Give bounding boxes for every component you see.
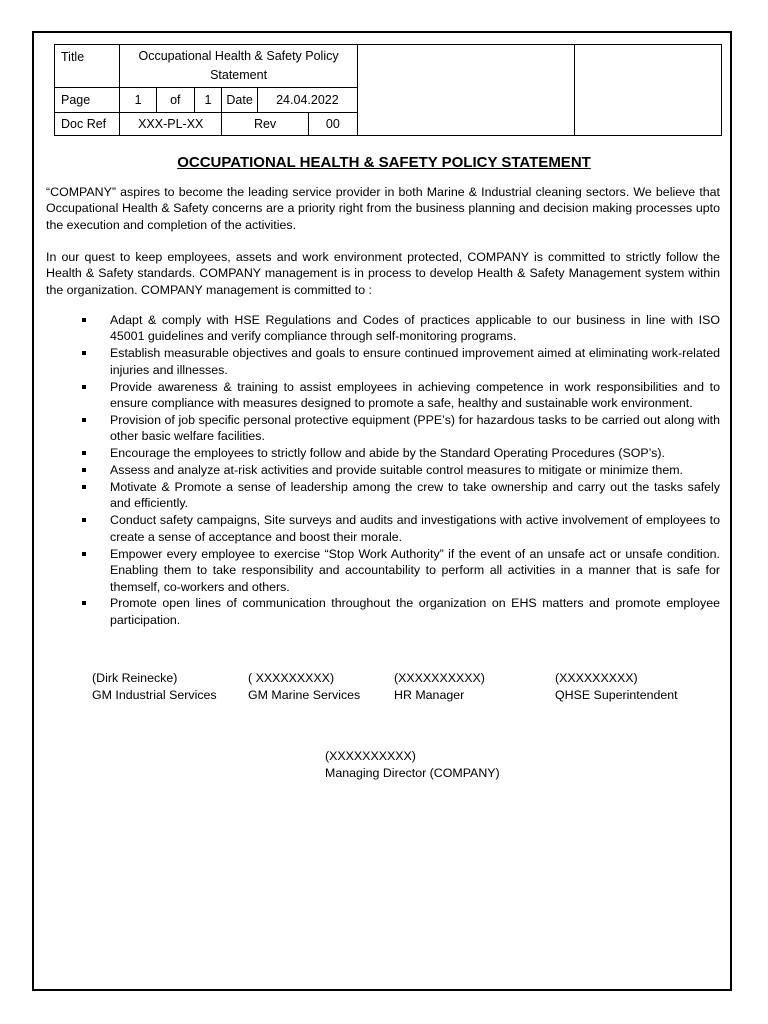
bullet-icon [82,318,86,322]
document-header-table [54,44,722,136]
list-item: Encourage the employees to strictly follow and abide by the Standard Operating Procedures (SOP’s). [46,445,720,461]
intro-paragraph: “COMPANY” aspires to become the leading service provider in both Marine & Industrial cleaning sectors. We believe that Occupational Health & Safety concerns are a priority right from the business planning and decision making processes upto the execution and completion of the activities. [46,185,720,232]
list-item: Empower every employee to exercise “Stop Work Authority” if the event of an unsafe act or unsafe condition. Enabling them to take responsibility and accountability to perform all activities in a manner that is safe for themself, co-workers and others. [46,546,720,595]
commitment-list [46,312,720,629]
signature-gm-marine [248,670,360,704]
list-item: Conduct safety campaigns, Site surveys and audits and investigations with active involvement of employees to create a sense of acceptance and boost their morale. [46,512,720,545]
logo-cell [575,45,722,136]
bullet-icon [82,385,86,389]
list-item: Promote open lines of communication throughout the organization on EHS matters and promote employee participation. [46,595,720,628]
signature-name: ( XXXXXXXXX) [248,671,335,685]
signature-role: GM Marine Services [248,688,361,702]
signature-managing-director [325,748,500,782]
rev-label: Rev [222,113,309,136]
signature-name: (XXXXXXXXX) [555,671,638,685]
bullet-icon [82,485,86,489]
signature-role: HR Manager [394,688,465,702]
page-total: 1 [194,88,222,113]
signature-hr-manager [394,670,485,704]
list-item: Establish measurable objectives and goals to ensure continued improvement aimed at eliminating work-related injuries and illnesses. [46,345,720,378]
list-item: Motivate & Promote a sense of leadership among the crew to take ownership and carry out the tasks safely and efficiently. [46,479,720,512]
bullet-icon [82,451,86,455]
bullet-icon [82,351,86,355]
signature-role: QHSE Superintendent [555,688,678,702]
rev-value: 00 [308,113,357,136]
signature-name: (XXXXXXXXXX) [394,671,485,685]
list-item: Adapt & comply with HSE Regulations and Codes of practices applicable to our business in line with ISO 45001 guidelines and verify compliance through self-monitoring programs. [46,312,720,345]
page-of: of [156,88,194,113]
bullet-icon [82,418,86,422]
bullet-icon [82,552,86,556]
date-value: 24.04.2022 [257,88,357,113]
commitment-paragraph: In our quest to keep employees, assets and work environment protected, COMPANY is committed to strictly follow the Health & Safety standards. COMPANY management is in process to develop Health & Safety Management system within the organization. COMPANY management is committed to : [46,250,720,297]
bullet-icon [82,601,86,605]
docref-label: Doc Ref [55,113,120,136]
document-title: OCCUPATIONAL HEALTH & SAFETY POLICY STATEMENT [177,154,591,171]
bullet-icon [82,518,86,522]
bullet-icon [82,468,86,472]
signature-qhse [555,670,678,704]
docref-value: XXX-PL-XX [120,113,222,136]
header-blank-cell [357,45,574,136]
signature-name: (Dirk Reinecke) [92,671,178,685]
page-current: 1 [120,88,157,113]
list-item: Provide awareness & training to assist employees in achieving competence in work responsibilities and to ensure compliance with measures designed to promote a safe, healthy and sustainable work environment. [46,379,720,412]
signature-name: (XXXXXXXXXX) [325,749,416,763]
signature-role: Managing Director (COMPANY) [325,766,500,780]
list-item: Assess and analyze at-risk activities and provide suitable control measures to mitigate or minimize them. [46,462,720,478]
title-label: Title [55,45,120,88]
signature-gm-industrial [92,670,217,704]
signature-role: GM Industrial Services [92,688,217,702]
list-item: Provision of job specific personal protective equipment (PPE’s) for hazardous tasks to be carried out along with other basic welfare facilities. [46,412,720,445]
page-label: Page [55,88,120,113]
date-label: Date [222,88,258,113]
title-value: Occupational Health & Safety Policy Statement [120,45,358,88]
